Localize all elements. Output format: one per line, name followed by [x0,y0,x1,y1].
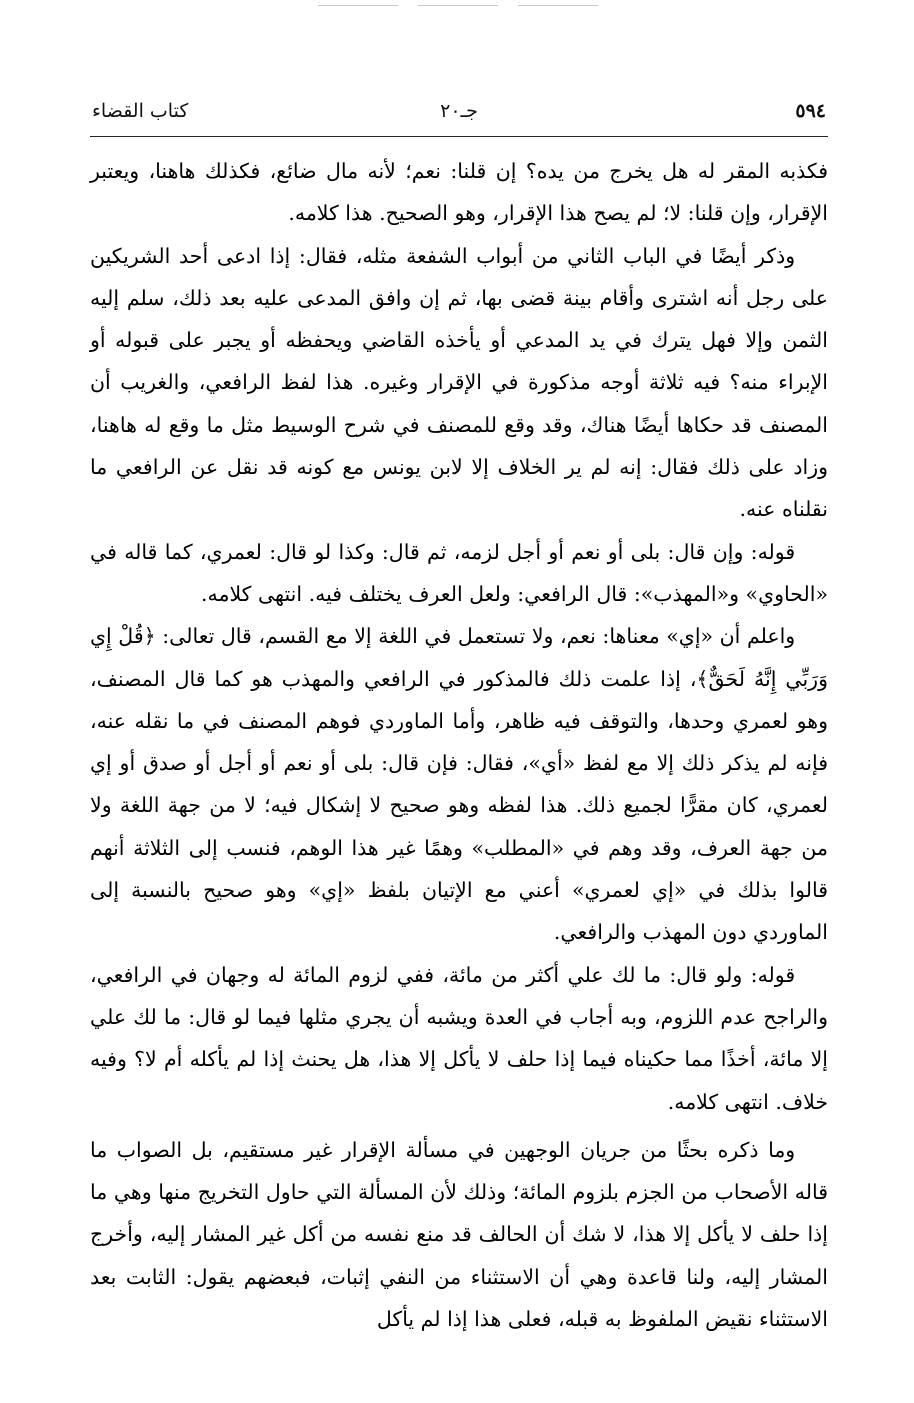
top-decorative-rule-right [518,5,598,6]
header-divider [90,136,828,137]
paragraph: قوله: وإن قال: بلى أو نعم أو أجل لزمه، ثم قال: وكذا لو قال: لعمري، كما قاله في «الحاوي» و«المهذب»: قال الرافعي: ولعل العرف يختلف فيه. انتهى كلامه. [90,539,828,606]
book-title: كتاب القضاء [92,100,189,122]
paragraph: وما ذكره بحثًا من جريان الوجهين في مسألة الإقرار غير مستقيم، بل الصواب ما قاله الأصحاب من الجزم بلزوم المائة؛ وذلك لأن المسألة التي حاول التخريج منها وهي ما إذا حلف لا يأكل إلا هذا، لا شك أن الحالف قد منع نفسه من أكل غير المشار إليه، وأخرج المشار إليه، ولنا قاعدة وهي أن الاستثناء من النفي إثبات، فبعضهم يقول: الثابت بعد الاستثناء نقيض الملفوظ به قبله، فعلى هذا إذا لم يأكل [90,1137,829,1332]
paragraph: فكذبه المقر له هل يخرج من يده؟ إن قلنا: نعم؛ لأنه مال ضائع، فكذلك هاهنا، ويعتبر الإقرار، وإن قلنا: لا؛ لم يصح هذا الإقرار، وهو الصحيح. هذا كلامه. [90,159,828,226]
running-header [92,100,826,130]
paragraph: وذكر أيضًا في الباب الثاني من أبواب الشفعة مثله، فقال: إذا ادعى أحد الشريكين على رجل أنه اشترى وأقام بينة قضى بها، ثم إن وافق المدعى عليه بعد ذلك، سلم إليه الثمن وإلا فهل يترك في يد المدعي أو يأخذه القاضي ويحفظه أو يجبر على قبوله أو الإبراء منه؟ فيه ثلاثة أوجه مذكورة في الإقرار وغيره. هذا لفظ الرافعي، والغريب أن المصنف قد حكاها أيضًا هناك، وقد وقع للمصنف في شرح الوسيط مثل ما وقع له هاهنا، وزاد على ذلك فقال: إنه لم ير الخلاف إلا لابن يونس مع كونه قد نقل عن الرافعي ما نقلناه عنه. [90,243,828,522]
volume-number: جـ٢٠ [440,100,478,122]
paragraph: قوله: ولو قال: ما لك علي أكثر من مائة، ففي لزوم المائة له وجهان في الرافعي، والراجح عدم اللزوم، وبه أجاب في العدة ويشبه أن يجري مثلها فيما لو قال: ما لك علي إلا مائة، أخذًا مما حكيناه فيما إذا حلف لا يأكل إلا هذا، هل يحنث إذا لم يأكله أم لا؟ وفيه خلاف. انتهى كلامه. [90,962,828,1114]
main-text [90,150,828,1340]
paragraph: واعلم أن «إي» معناها: نعم، ولا تستعمل في اللغة إلا مع القسم، قال تعالى: ﴿قُلْ إِي وَرَبِّي إِنَّهُ لَحَقٌّ﴾، إذا علمت ذلك فالمذكور في الرافعي والمهذب هو كما قال المصنف، وهو لعمري وحدها، والتوقف فيه ظاهر، وأما الماوردي فوهم المصنف في ما نقله عنه، فإنه لم يذكر ذلك إلا مع لفظ «أي»، فقال: فإن قال: بلى أو نعم أو أجل أو صدق أو إي لعمري، كان مقرًّا لجميع ذلك. هذا لفظه وهو صحيح لا إشكال فيه؛ لا من جهة اللغة ولا من جهة العرف، وقد وهم في «المطلب» وهمًا غير هذا الوهم، فنسب إلى الثلاثة أنهم قالوا بذلك في «إي لعمري» أعني مع الإتيان بلفظ «إي» وهو صحيح بالنسبة إلى الماوردي دون المهذب والرافعي. [90,624,828,945]
top-decorative-rule-left [318,5,398,6]
page-number: ٥٩٤ [795,100,826,122]
top-decorative-rule-center [418,5,498,6]
